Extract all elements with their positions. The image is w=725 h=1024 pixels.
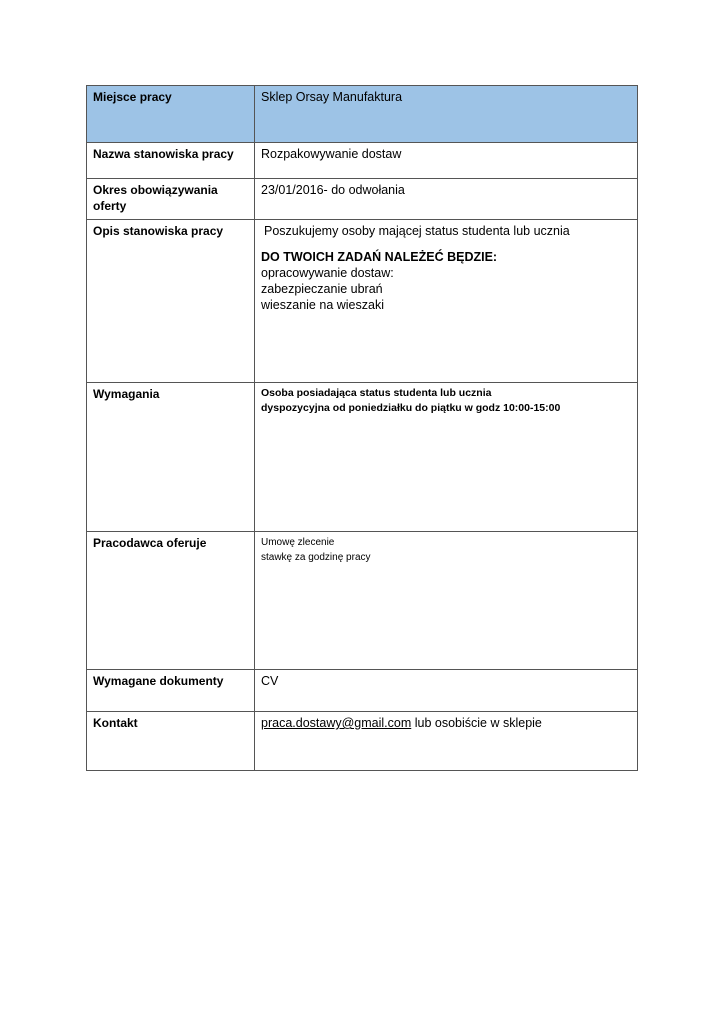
label-validity: Okres obowiązywania oferty <box>87 179 255 220</box>
row-offer <box>87 532 638 670</box>
label-documents: Wymagane dokumenty <box>87 670 255 712</box>
row-validity <box>87 179 638 220</box>
duty-item: wieszanie na wieszaki <box>261 298 384 312</box>
requirement-item: Osoba posiadająca status studenta lub ucznia <box>261 387 492 399</box>
contact-suffix: lub osobiście w sklepie <box>411 716 542 730</box>
duty-item: opracowywanie dostaw: <box>261 266 394 280</box>
value-requirements <box>255 383 638 532</box>
value-offer <box>255 532 638 670</box>
row-description <box>87 220 638 383</box>
value-workplace: Sklep Orsay Manufaktura <box>255 86 638 143</box>
value-position: Rozpakowywanie dostaw <box>255 143 638 179</box>
contact-email-link[interactable]: praca.dostawy@gmail.com <box>261 716 412 730</box>
value-validity: 23/01/2016- do odwołania <box>255 179 638 220</box>
offer-item: stawkę za godzinę pracy <box>261 552 371 563</box>
label-description: Opis stanowiska pracy <box>87 220 255 383</box>
job-offer-table <box>86 85 638 771</box>
description-intro: Poszukujemy osoby mającej status studenta lub ucznia <box>264 224 570 238</box>
label-contact: Kontakt <box>87 712 255 771</box>
label-position: Nazwa stanowiska pracy <box>87 143 255 179</box>
value-description <box>255 220 638 383</box>
row-contact <box>87 712 638 771</box>
value-documents: CV <box>255 670 638 712</box>
label-requirements: Wymagania <box>87 383 255 532</box>
duties-heading: DO TWOICH ZADAŃ NALEŻEĆ BĘDZIE: <box>261 250 498 264</box>
requirement-item: dyspozycyjna od poniedziałku do piątku w godz 10:00-15:00 <box>261 402 561 414</box>
value-contact <box>255 712 638 771</box>
label-workplace: Miejsce pracy <box>87 86 255 143</box>
row-workplace <box>87 86 638 143</box>
row-requirements <box>87 383 638 532</box>
label-offer: Pracodawca oferuje <box>87 532 255 670</box>
offer-item: Umowę zlecenie <box>261 537 335 548</box>
row-position <box>87 143 638 179</box>
row-documents <box>87 670 638 712</box>
duty-item: zabezpieczanie ubrań <box>261 282 383 296</box>
